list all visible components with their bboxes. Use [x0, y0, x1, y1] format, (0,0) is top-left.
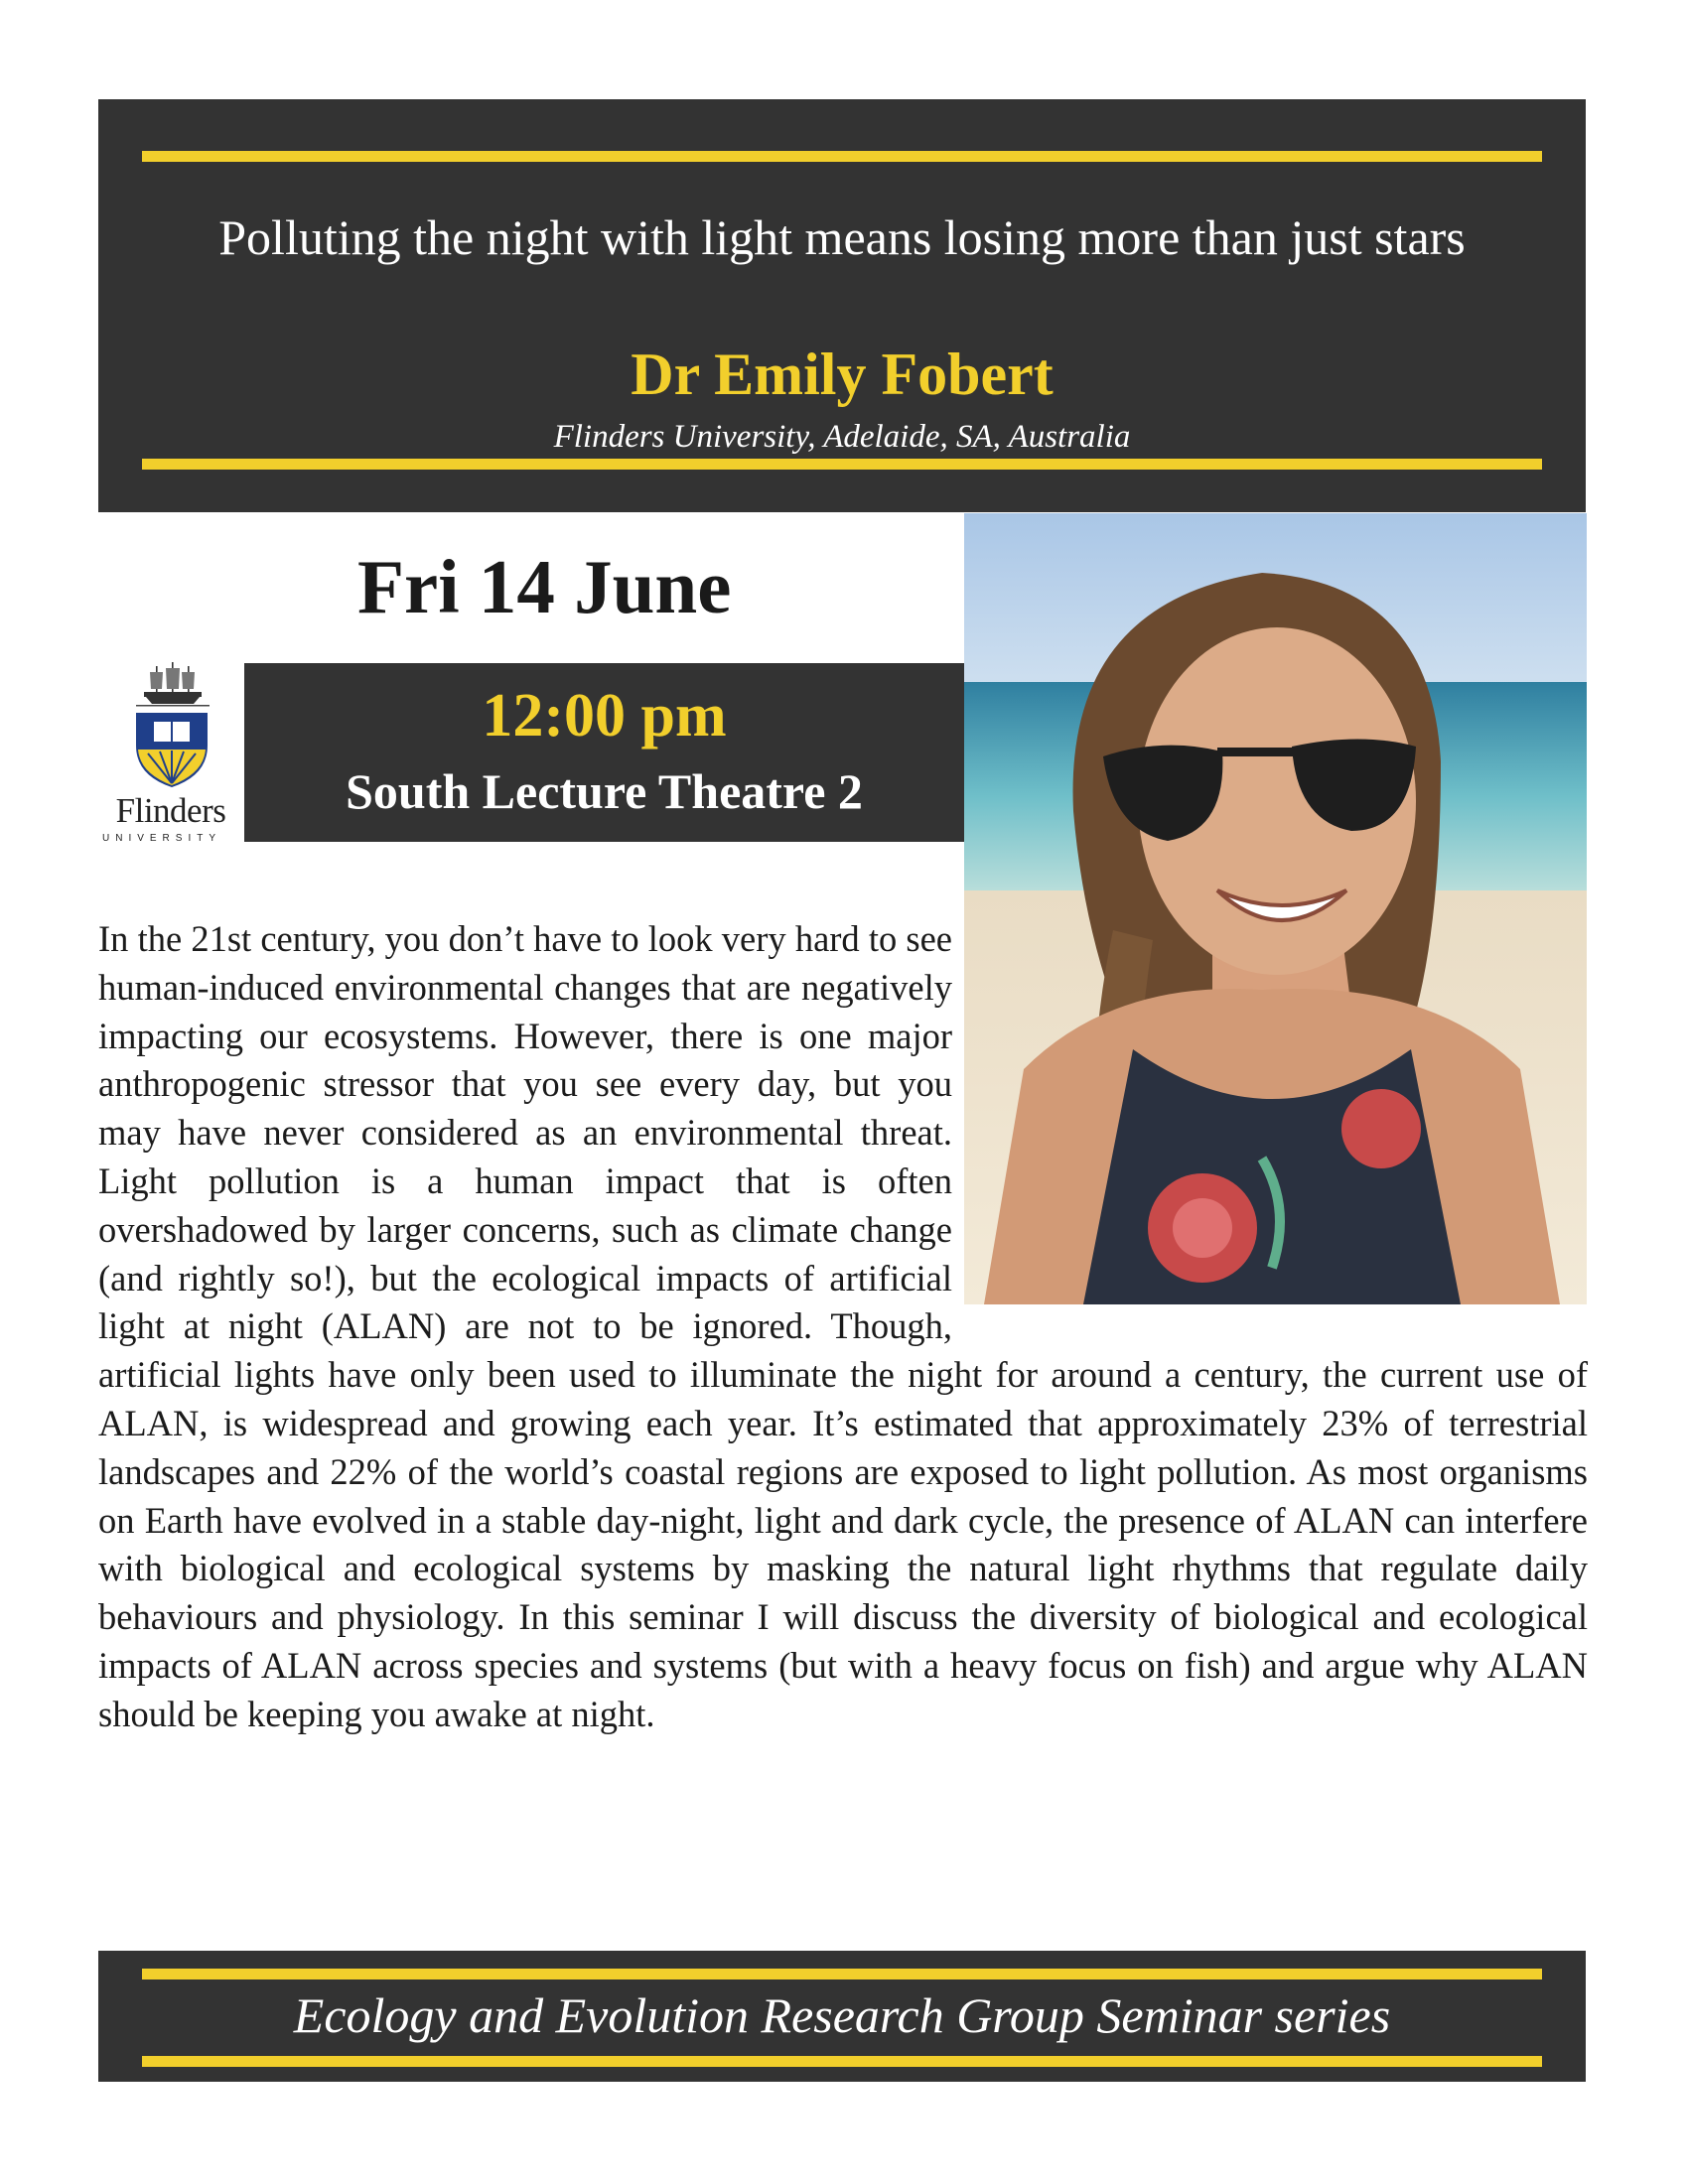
abstract-paragraph: In the 21st century, you don’t have to look very hard to see human-induced environmental changes that are negatively impacting our ecosystems. However, there is one major anthropogenic stressor that you see every day, but you may have never considered as an environmental threat. Light pollution is a human impact that is often overshadowed by larger concerns, such as climate change (and rightly so!), but the ecological impacts of artificial light at night (ALAN) are not to be ignored. Though, artificial lights have only been used to illuminate the night for around a century, the current use of ALAN, is widespread and growing each year. It’s estimated that approximately 23% of terrestrial landscapes and 22% of the world’s coastal regions are exposed to light pollution. As most organisms on Earth have evolved in a stable day-night, light and dark cycle, the presence of ALAN can interfere with biological and ecological systems by masking the natural light rhythms that regulate daily behaviours and physiology. In this seminar I will discuss the diversity of biological and ecological impacts of ALAN across species and systems (but with a heavy focus on fish) and argue why ALAN should be keeping you awake at night.: [98, 918, 1588, 1734]
header-bottom-rule: [142, 459, 1542, 470]
abstract-text-block: [98, 915, 1588, 1739]
event-date: Fri 14 June: [357, 544, 732, 629]
event-time: 12:00 pm: [482, 682, 727, 750]
header-band: [98, 99, 1586, 512]
speaker-name: Dr Emily Fobert: [631, 341, 1054, 407]
seminar-title: Polluting the night with light means losing more than just stars: [218, 209, 1466, 265]
footer-top-rule: [142, 1969, 1542, 1979]
university-crest-icon: [96, 658, 245, 791]
logo-wordmark: Flinders: [115, 791, 226, 830]
time-venue-box: [244, 663, 964, 842]
logo-subtext: UNIVERSITY: [102, 833, 222, 844]
flinders-logo: [96, 658, 245, 847]
footer-bottom-rule: [142, 2056, 1542, 2067]
photo-wrap-spacer: [952, 915, 1588, 1304]
speaker-affiliation: Flinders University, Adelaide, SA, Australia: [553, 419, 1131, 455]
footer-band: [98, 1951, 1586, 2082]
event-venue: South Lecture Theatre 2: [346, 763, 863, 819]
seminar-series-name: Ecology and Evolution Research Group Seminar series: [293, 1987, 1391, 2043]
header-top-rule: [142, 151, 1542, 162]
